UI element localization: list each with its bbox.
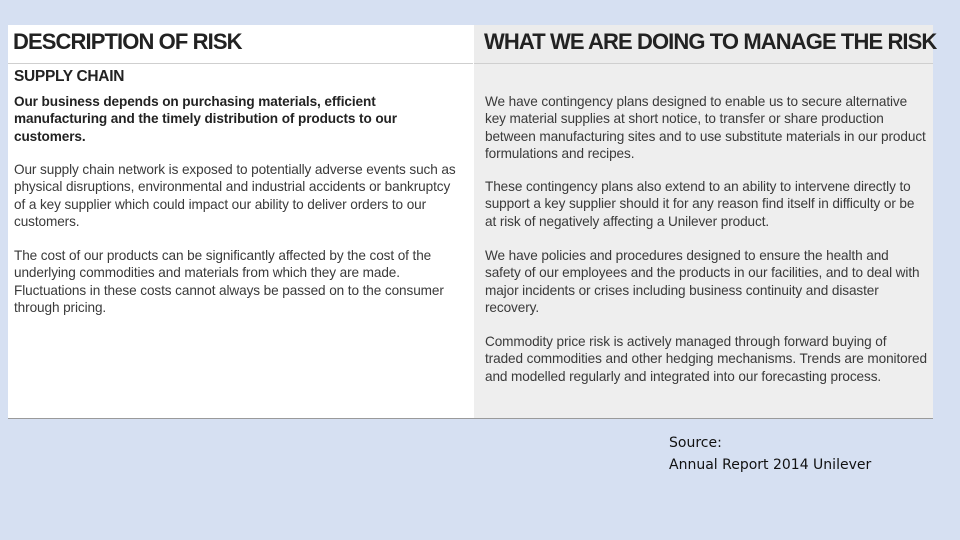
management-header	[474, 25, 937, 64]
management-paragraph-3: We have policies and procedures designed to ensure the health and safety of our employees and the products in our facilities, and to deal with major incidents or crises including business continuity and disaster recovery.	[485, 248, 920, 316]
source-citation	[669, 432, 871, 476]
description-column	[8, 25, 473, 418]
management-paragraph-4: Commodity price risk is actively managed through forward buying of traded commodities and other hedging mechanisms. Trends are monitored and modelled regularly and integrated into our forecasting process.	[485, 334, 927, 384]
management-paragraph-2: These contingency plans also extend to an ability to intervene directly to support a key supplier should it for any reason find itself in difficulty or be at risk of negatively affecting a Unilever product.	[485, 179, 915, 229]
risk-paragraph-3: The cost of our products can be significantly affected by the cost of the underlying commodities and materials from which they are made. Fluctuations in these costs cannot always be passed on to the consumer through pricing.	[14, 248, 444, 316]
source-text: Annual Report 2014 Unilever	[669, 457, 872, 473]
section-title: SUPPLY CHAIN	[14, 68, 125, 85]
management-paragraph-1: We have contingency plans designed to enable us to secure alternative key material supplies at short notice, to transfer or share production between manufacturing sites and to use substitute materials in our product formulations and recipes.	[485, 94, 926, 162]
table-bottom-rule	[8, 418, 933, 419]
risk-paragraph-2: Our supply chain network is exposed to potentially adverse events such as physical disruptions, environmental and industrial accidents or bankruptcy of a key supplier which could impact our ability to deliver orders to our customers.	[14, 162, 456, 230]
source-label: Source:	[669, 435, 722, 451]
management-column	[474, 25, 937, 418]
risk-table	[8, 25, 937, 419]
description-header-text: DESCRIPTION OF RISK	[13, 29, 242, 54]
description-header	[8, 25, 473, 64]
risk-paragraph-1: Our business depends on purchasing materials, efficient manufacturing and the timely distribution of products to our customers.	[14, 94, 397, 144]
management-header-text: WHAT WE ARE DOING TO MANAGE THE RISK	[484, 29, 937, 54]
